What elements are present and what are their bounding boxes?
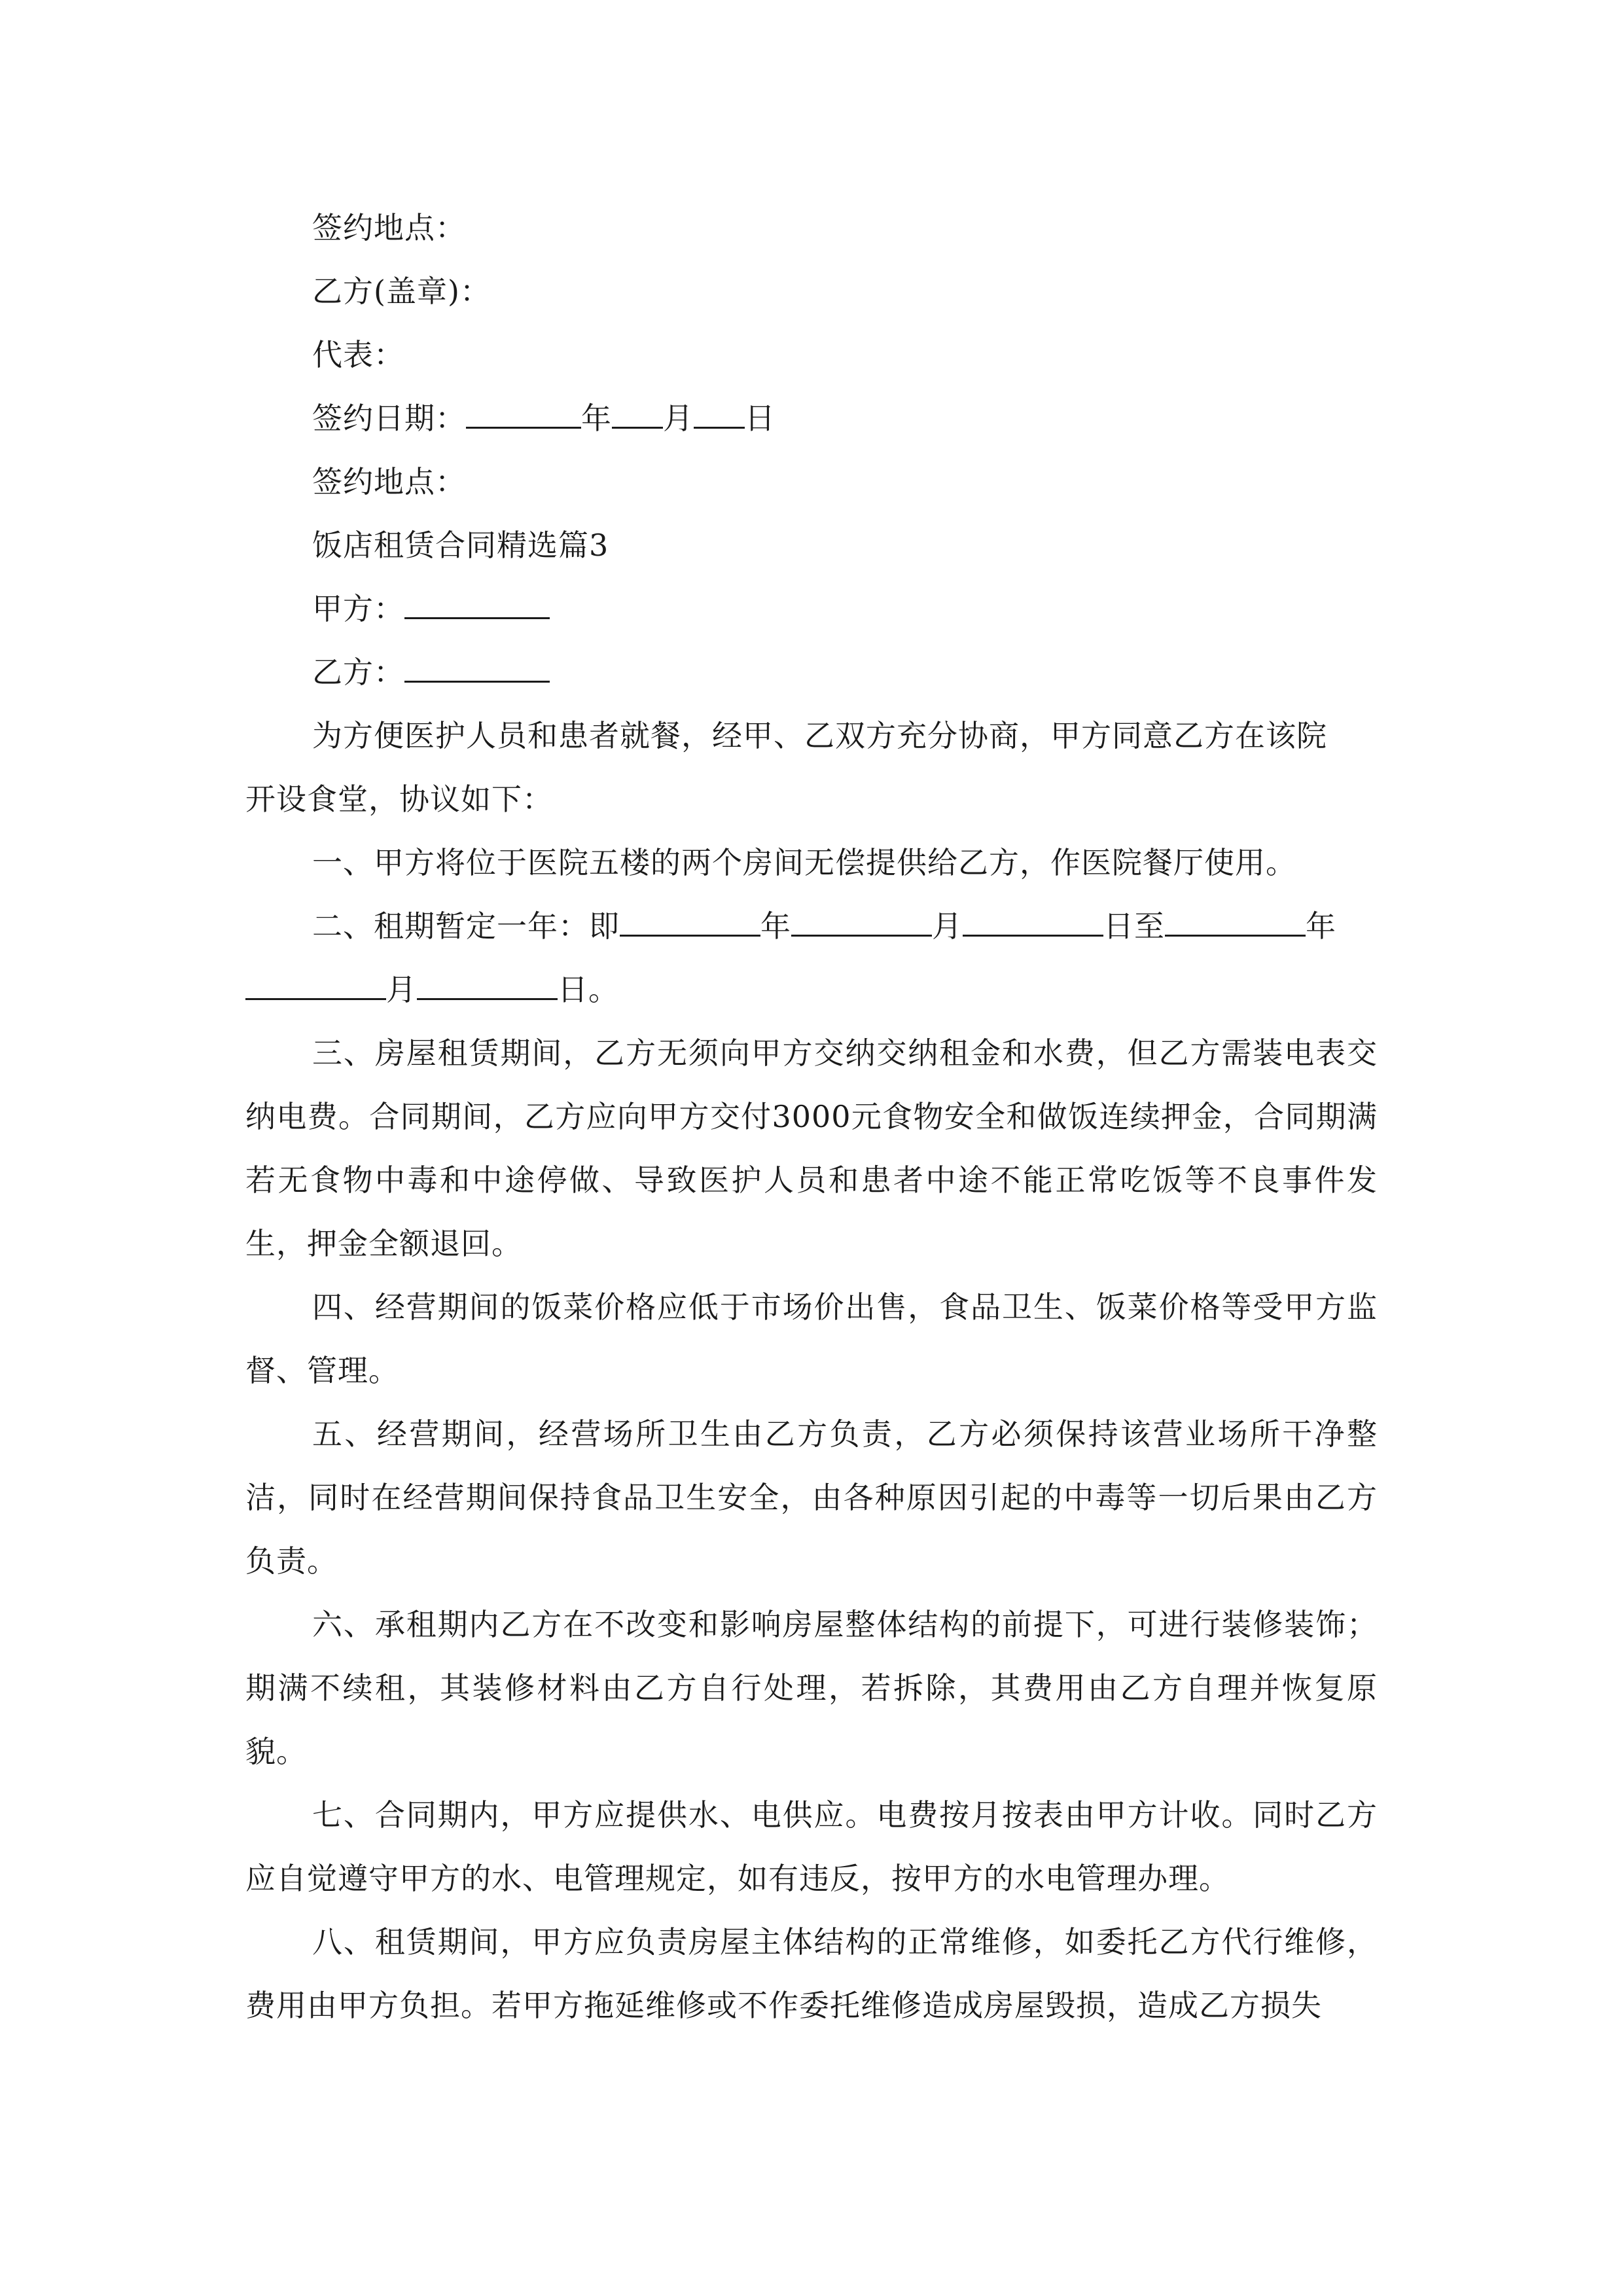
party-b-label: 乙方： [312, 655, 404, 690]
representative-line [245, 323, 1378, 387]
day-blank [694, 401, 745, 429]
clause-4-text: 四、经营期间的饭菜价格应低于市场价出售，食品卫生、饭菜价格等受甲方监督、管理。 [245, 1289, 1378, 1388]
clause-2-day-end: 日。 [558, 972, 619, 1007]
start-day-blank [963, 908, 1103, 937]
year-blank [466, 401, 581, 429]
intro-line-2 [245, 768, 1378, 831]
end-month-blank [245, 972, 386, 1000]
start-month-blank [791, 908, 932, 937]
party-b-seal-label: 乙方(盖章)： [312, 274, 491, 309]
month-label: 月 [663, 401, 694, 436]
clause-7-text: 七、合同期内，甲方应提供水、电供应。电费按月按表由甲方计收。同时乙方应自觉遵守甲方的水、电管理规定，如有违反，按甲方的水电管理办理。 [245, 1797, 1378, 1896]
signing-date-label: 签约日期： [312, 401, 466, 436]
intro-text-1: 为方便医护人员和患者就餐，经甲、乙双方充分协商，甲方同意乙方在该院 [312, 718, 1327, 753]
clause-1 [245, 831, 1378, 895]
signing-date-line [245, 387, 1378, 450]
clause-2-prefix: 二、租期暂定一年：即 [312, 908, 620, 944]
clause-2-line-2 [245, 958, 1378, 1022]
party-a-blank [404, 591, 550, 619]
day-label: 日 [745, 401, 776, 436]
intro-text-2: 开设食堂，协议如下： [245, 781, 553, 817]
party-a-line [245, 577, 1378, 641]
year-label: 年 [581, 401, 612, 436]
clause-4 [245, 1276, 1378, 1403]
section-title [245, 514, 1378, 577]
section-title-text: 饭店租赁合同精选篇3 [312, 528, 609, 563]
clause-2-month2: 月 [386, 972, 417, 1007]
month-blank [612, 401, 663, 429]
signing-place-line-2 [245, 450, 1378, 514]
clause-2-line-1 [245, 895, 1378, 958]
party-b-line [245, 641, 1378, 704]
clause-8-text: 八、租赁期间，甲方应负责房屋主体结构的正常维修，如委托乙方代行维修，费用由甲方负担。若甲方拖延维修或不作委托维修造成房屋毁损，造成乙方损失 [245, 1924, 1378, 2023]
signing-place-label-2: 签约地点： [312, 464, 466, 499]
party-a-label: 甲方： [312, 591, 404, 626]
clause-2-day-to: 日至 [1103, 908, 1165, 944]
signing-place-line [245, 196, 1378, 260]
representative-label: 代表： [312, 337, 404, 372]
end-day-blank [417, 972, 558, 1000]
clause-6 [245, 1593, 1378, 1784]
clause-2-year2: 年 [1306, 908, 1336, 944]
start-year-blank [620, 908, 760, 937]
clause-5-text: 五、经营期间，经营场所卫生由乙方负责，乙方必须保持该营业场所干净整洁，同时在经营期间保持食品卫生安全，由各种原因引起的中毒等一切后果由乙方负责。 [245, 1416, 1378, 1579]
party-b-blank [404, 655, 550, 683]
clause-5 [245, 1403, 1378, 1593]
clause-2-month: 月 [932, 908, 963, 944]
clause-3 [245, 1022, 1378, 1276]
clause-7 [245, 1784, 1378, 1910]
clause-3-text: 三、房屋租赁期间，乙方无须向甲方交纳交纳租金和水费，但乙方需装电表交纳电费。合同期间，乙方应向甲方交付3000元食物安全和做饭连续押金，合同期满若无食物中毒和中途停做、导致医护人员和患者中途不能正常吃饭等不良事件发生，押金全额退回。 [245, 1035, 1378, 1261]
clause-6-text: 六、承租期内乙方在不改变和影响房屋整体结构的前提下，可进行装修装饰；期满不续租，其装修材料由乙方自行处理，若拆除，其费用由乙方自理并恢复原貌。 [245, 1607, 1378, 1769]
signing-place-label: 签约地点： [312, 210, 466, 245]
clause-2-year: 年 [760, 908, 791, 944]
intro-line-1 [245, 704, 1378, 768]
document-body [245, 196, 1378, 2037]
clause-8 [245, 1910, 1378, 2037]
party-b-seal-line [245, 260, 1378, 323]
end-year-blank [1165, 908, 1306, 937]
clause-1-text: 一、甲方将位于医院五楼的两个房间无偿提供给乙方，作医院餐厅使用。 [312, 845, 1296, 880]
